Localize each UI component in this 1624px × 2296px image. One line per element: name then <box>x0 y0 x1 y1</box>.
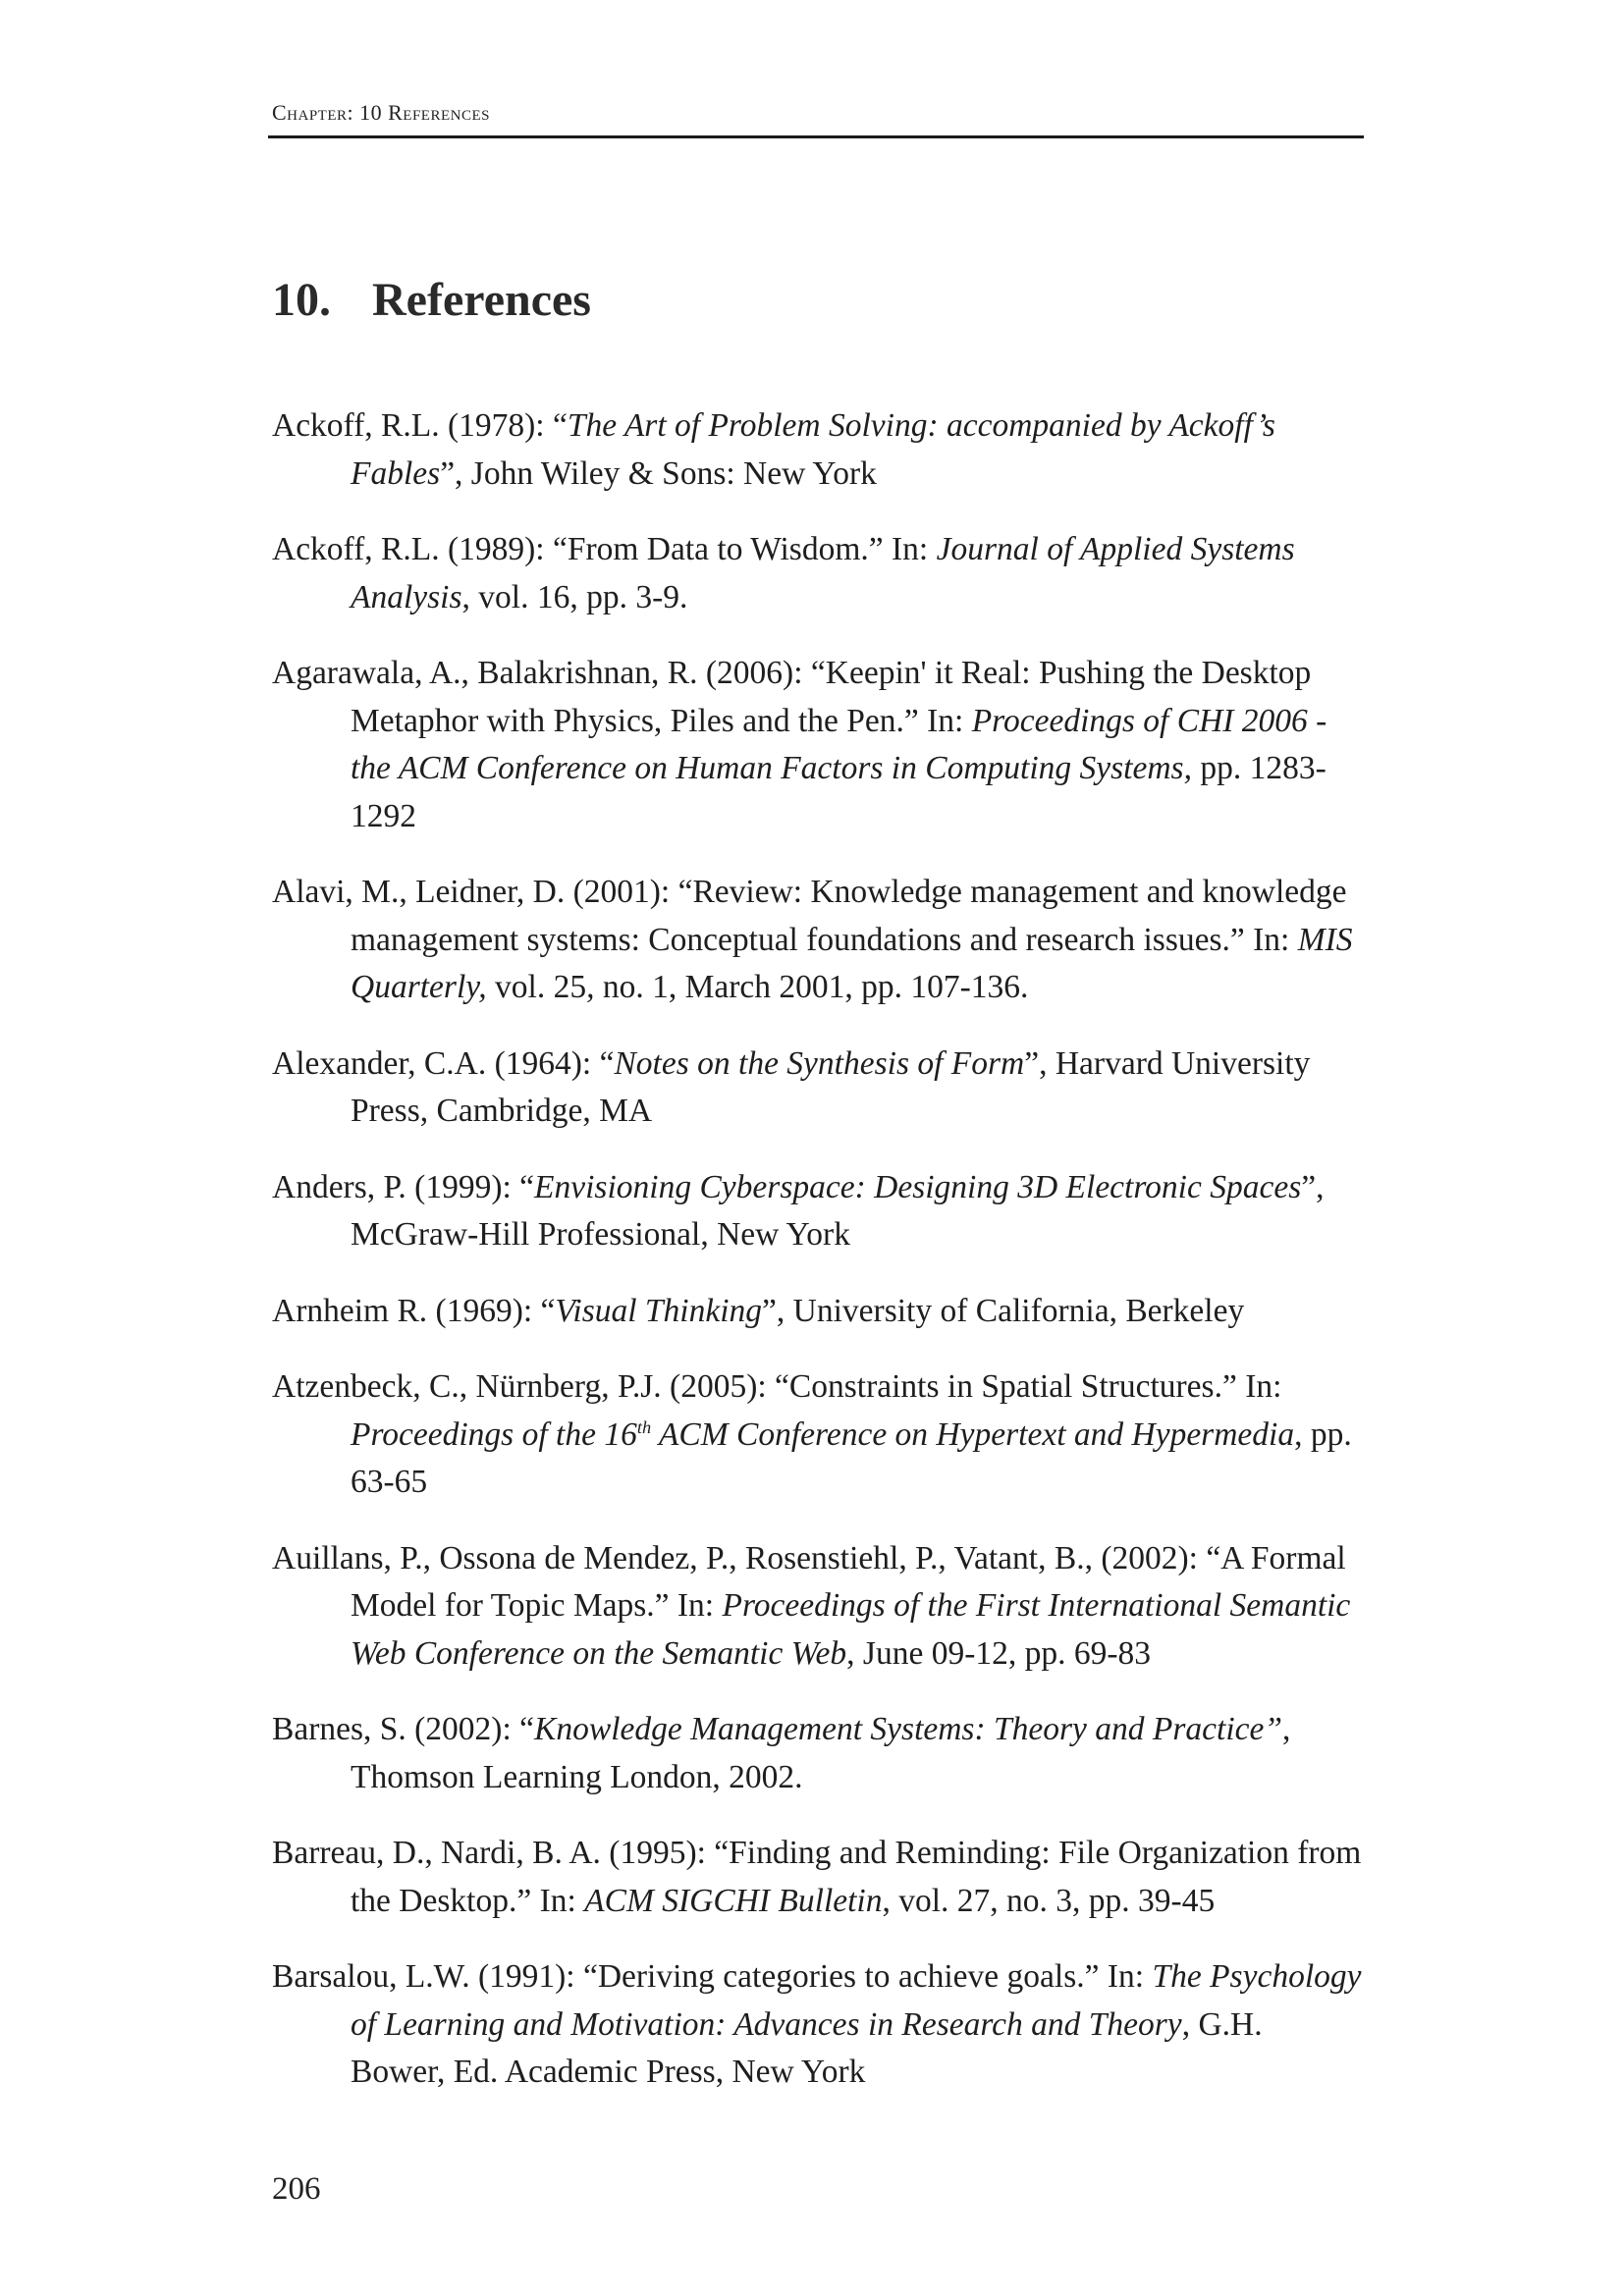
reference-italic-text: Knowledge Management Systems: Theory and Practice” <box>534 1711 1283 1747</box>
reference-text: Auillans, P., Ossona de Mendez, P., Rosenstiehl, P., Vatant, B., (2002): “A Formal Model for Topic Maps.” In: <box>272 1539 1346 1624</box>
reference-entry <box>272 1535 1364 1679</box>
reference-text: Arnheim R. (1969): “ <box>272 1292 556 1329</box>
reference-entry <box>272 526 1364 621</box>
reference-text: , G.H. Bower, Ed. Academic Press, New York <box>351 2005 1263 2090</box>
reference-italic-text: ACM Conference on Hypertext and Hypermedia <box>651 1415 1295 1453</box>
reference-text: ”, John Wiley & Sons: New York <box>440 454 877 492</box>
reference-text: Anders, P. (1999): “ <box>272 1168 535 1205</box>
reference-entry <box>272 650 1364 840</box>
chapter-title <box>272 273 591 327</box>
reference-text: Agarawala, A., Balakrishnan, R. (2006): “Keepin' it Real: Pushing the Desktop Metaphor with Physics, Piles and the Pen.” In: <box>272 655 1312 739</box>
reference-italic-text: Proceedings of the First International Semantic Web Conference on the Semantic Web <box>351 1587 1351 1672</box>
reference-entry <box>272 1164 1364 1259</box>
reference-text: Barnes, S. (2002): “ <box>272 1711 535 1747</box>
reference-text: , Thomson Learning London, 2002. <box>351 1711 1291 1795</box>
reference-italic-text: MIS Quarterly, <box>351 921 1353 1005</box>
reference-entry <box>272 1706 1364 1801</box>
reference-text: ”, Harvard University Press, Cambridge, MA <box>351 1044 1311 1129</box>
reference-italic-text: ACM SIGCHI Bulletin <box>584 1882 883 1919</box>
reference-entry <box>272 1363 1364 1507</box>
running-header <box>268 98 1364 138</box>
reference-text: , vol. 27, no. 3, pp. 39-45 <box>882 1882 1216 1919</box>
reference-italic-text: The Art of Problem Solving: accompanied by Ackoff’s Fables <box>351 407 1275 492</box>
reference-text: Ackoff, R.L. (1978): “ <box>272 407 568 444</box>
reference-list <box>272 402 1364 2125</box>
page-number: 206 <box>272 2171 321 2207</box>
reference-text: ”, McGraw-Hill Professional, New York <box>351 1168 1325 1253</box>
reference-entry <box>272 402 1364 498</box>
chapter-title-text: References <box>372 274 591 326</box>
reference-superscript: th <box>636 1416 652 1437</box>
reference-text: vol. 25 <box>486 969 587 1005</box>
reference-text: ”, University of California, Berkeley <box>762 1292 1245 1329</box>
reference-italic-text: Envisioning Cyberspace: Designing 3D Electronic Spaces <box>534 1168 1302 1205</box>
reference-text: Alexander, C.A. (1964): “ <box>272 1044 615 1082</box>
reference-entry <box>272 1041 1364 1136</box>
reference-entry <box>272 1830 1364 1925</box>
reference-text: , June 09-12, pp. 69-83 <box>846 1634 1152 1672</box>
reference-text: , vol. 16, pp. 3-9. <box>461 578 688 615</box>
reference-text: Atzenbeck, C., Nürnberg, P.J. (2005): “Constraints in Spatial Structures.” In: <box>272 1368 1282 1405</box>
reference-text: Barreau, D., Nardi, B. A. (1995): “Finding and Reminding: File Organization from the Desktop.” In: <box>272 1835 1362 1919</box>
reference-entry <box>272 1288 1364 1336</box>
reference-italic-text: Proceedings of the 16 <box>351 1415 637 1453</box>
reference-italic-text: Visual Thinking <box>555 1292 763 1329</box>
chapter-number: 10. <box>272 274 331 326</box>
reference-text: pp. 1283-1292 <box>351 750 1326 834</box>
reference-entry <box>272 1953 1364 2097</box>
reference-italic-text: Journal of Applied Systems Analysis <box>351 531 1295 615</box>
reference-text: , pp. 63-65 <box>351 1415 1352 1500</box>
reference-text: Barsalou, L.W. (1991): “Deriving categories to achieve goals.” In: <box>272 1958 1153 1995</box>
reference-text: no. 1, March 2001, pp. 107-136. <box>594 969 1029 1005</box>
reference-italic-text: The Psychology of Learning and Motivation: Advances in Research and Theory <box>351 1958 1362 2043</box>
reference-text: Ackoff, R.L. (1989): “From Data to Wisdom.” In: <box>272 531 937 567</box>
running-header-title: Chapter: 10 References <box>272 100 490 125</box>
reference-italic-text: , <box>586 969 595 1005</box>
reference-entry <box>272 869 1364 1012</box>
reference-italic-text: Notes on the Synthesis of Form <box>614 1044 1025 1082</box>
reference-text: Alavi, M., Leidner, D. (2001): “Review: Knowledge management and knowledge management systems: Conceptual foundations and research issues.” In: <box>272 874 1347 958</box>
reference-italic-text: Proceedings of CHI 2006 - the ACM Conference on Human Factors in Computing Systems, <box>351 702 1327 786</box>
